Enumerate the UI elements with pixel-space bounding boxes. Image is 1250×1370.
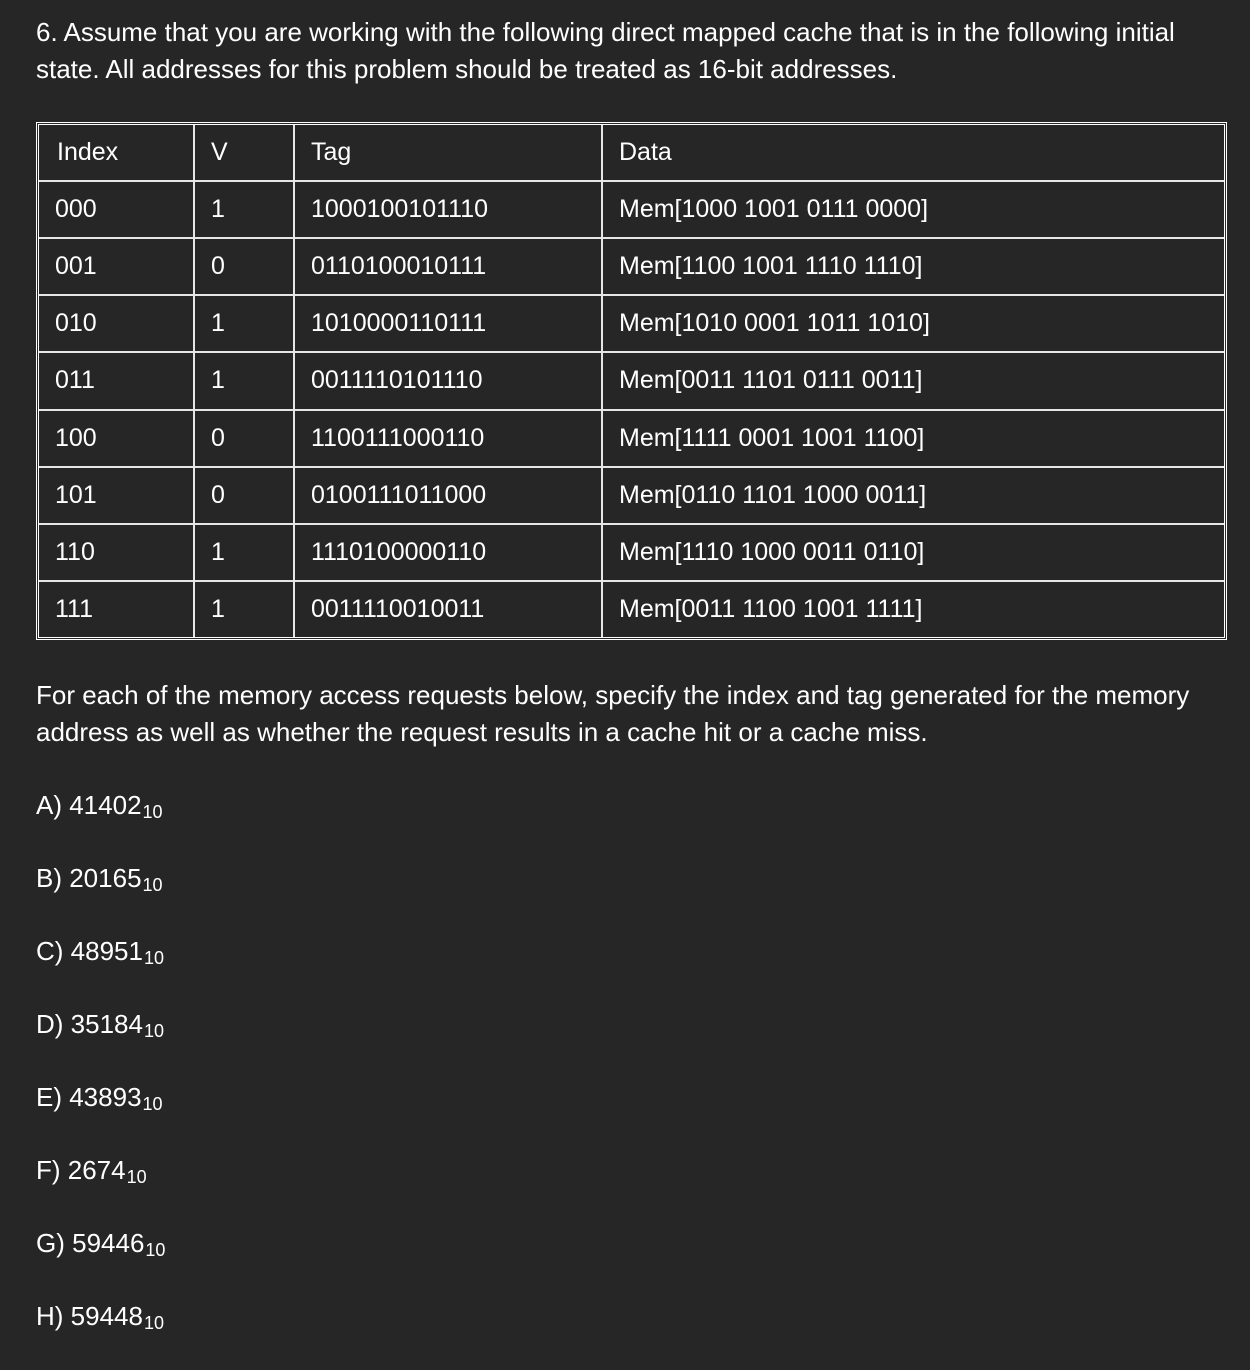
table-row <box>39 353 1224 410</box>
request-base: 10 <box>126 1167 147 1187</box>
instructions-text: For each of the memory access requests below, specify the index and tag generated for the memory address as well as whether the request results in a cache hit or a cache miss. <box>36 680 1190 747</box>
request-base: 10 <box>143 1021 164 1041</box>
cell-data: Mem[1010 0001 1011 1010] <box>601 296 1224 353</box>
cell-tag: 0110100010111 <box>293 239 601 296</box>
cell-data: Mem[1100 1001 1110 1110] <box>601 239 1224 296</box>
request-item <box>36 932 165 1005</box>
cell-index: 101 <box>39 468 193 525</box>
cell-valid: 0 <box>193 411 293 468</box>
request-item <box>36 1005 165 1078</box>
cell-tag: 1100111000110 <box>293 411 601 468</box>
cell-valid: 1 <box>193 182 293 239</box>
request-label: H) 59448 <box>36 1301 143 1331</box>
table-row <box>39 582 1224 637</box>
cell-valid: 1 <box>193 353 293 410</box>
cell-index: 011 <box>39 353 193 410</box>
cell-valid: 1 <box>193 582 293 637</box>
cell-tag: 0011110101110 <box>293 353 601 410</box>
cell-data: Mem[1110 1000 0011 0110] <box>601 525 1224 582</box>
request-base: 10 <box>145 1240 166 1260</box>
cell-index: 111 <box>55 594 94 623</box>
request-label: A) 41402 <box>36 790 142 820</box>
cell-tag: 1000100101110 <box>293 182 601 239</box>
header-tag: Tag <box>293 125 601 182</box>
cell-tag: 1110100000110 <box>293 525 601 582</box>
cell-tag: 1010000110111 <box>293 296 601 353</box>
cache-table <box>36 122 1227 640</box>
request-base: 10 <box>142 802 163 822</box>
cell-valid: 0 <box>193 468 293 525</box>
header-index: Index <box>39 125 193 182</box>
request-label: B) 20165 <box>36 863 142 893</box>
table-row <box>39 525 1224 582</box>
request-item <box>36 1224 165 1297</box>
cell-tag: 0100111011000 <box>293 468 601 525</box>
table-row <box>39 411 1224 468</box>
cell-data: Mem[0011 1100 1001 1111] <box>601 582 1224 637</box>
cell-index: 010 <box>39 296 193 353</box>
request-item <box>36 1297 165 1370</box>
request-base: 10 <box>143 1313 164 1333</box>
header-valid: V <box>193 125 293 182</box>
request-label: C) 48951 <box>36 936 143 966</box>
table-row <box>39 182 1224 239</box>
table-row <box>39 239 1224 296</box>
request-item <box>36 1078 165 1151</box>
cell-data: Mem[1000 1001 0111 0000] <box>601 182 1224 239</box>
cell-index: 110 <box>39 525 193 582</box>
request-base: 10 <box>143 948 164 968</box>
request-label: E) 43893 <box>36 1082 142 1112</box>
header-data: Data <box>601 125 1224 182</box>
cell-valid: 1 <box>193 525 293 582</box>
cell-valid: 0 <box>193 239 293 296</box>
cell-tag: 0011110010011 <box>293 582 601 637</box>
cell-index: 001 <box>39 239 193 296</box>
cell-data: Mem[0110 1101 1000 0011] <box>601 468 1224 525</box>
cell-data: Mem[1111 0001 1001 1100] <box>601 411 1224 468</box>
request-list <box>36 786 165 1370</box>
cell-data: Mem[0011 1101 0111 0011] <box>601 353 1224 410</box>
request-base: 10 <box>142 875 163 895</box>
request-item <box>36 859 165 932</box>
cell-valid: 1 <box>193 296 293 353</box>
question-text: 6. Assume that you are working with the following direct mapped cache that is in the following initial state. All addresses for this problem should be treated as 16-bit addresses. <box>36 17 1175 84</box>
table-row <box>39 296 1224 353</box>
cell-index: 100 <box>39 411 193 468</box>
request-base: 10 <box>142 1094 163 1114</box>
request-item <box>36 786 165 859</box>
cell-index: 000 <box>39 182 193 239</box>
request-label: F) 2674 <box>36 1155 126 1185</box>
request-label: D) 35184 <box>36 1009 143 1039</box>
request-item <box>36 1151 165 1224</box>
table-header-row <box>39 125 1224 182</box>
request-label: G) 59446 <box>36 1228 145 1258</box>
table-row <box>39 468 1224 525</box>
